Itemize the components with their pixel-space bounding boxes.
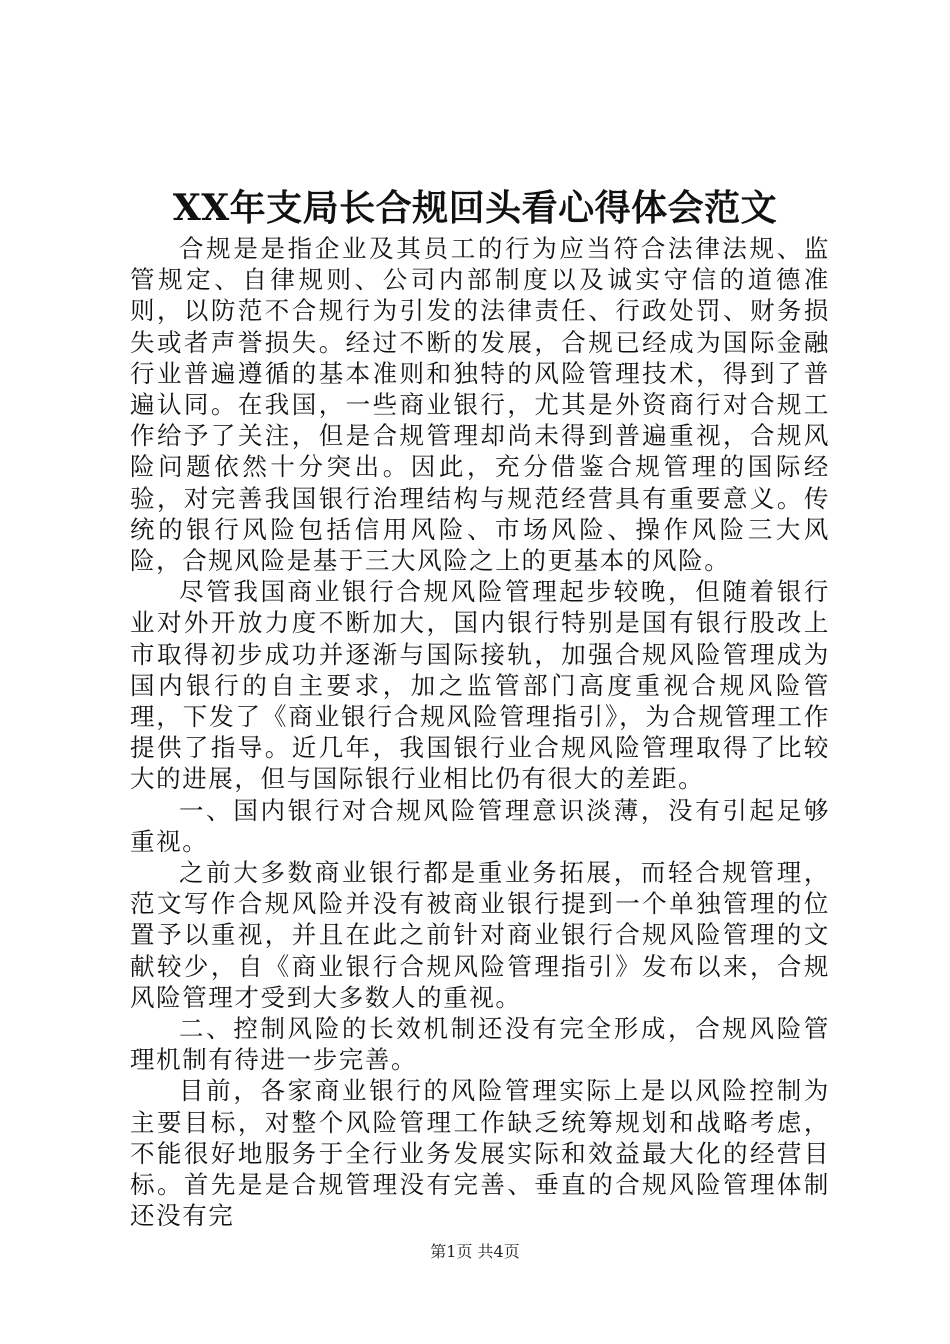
paragraph: 合规是是指企业及其员工的行为应当符合法律法规、监管规定、自律规则、公司内部制度以及诚实守信的道德准则，以防范不合规行为引发的法律责任、行政处罚、财务损失或者声誉损失。经过不断的发展，合规已经成为国际金融行业普遍遵循的基本准则和独特的风险管理技术，得到了普遍认同。在我国，一些商业银行，尤其是外资商行对合规工作给予了关注，但是合规管理却尚未得到普遍重视，合规风险问题依然十分突出。因此，充分借鉴合规管理的国际经验，对完善我国银行治理结构与规范经营具有重要意义。传统的银行风险包括信用风险、市场风险、操作风险三大风险，合规风险是基于三大风险之上的更基本的风险。	[130, 234, 830, 576]
document-title: XX年支局长合规回头看心得体会范文	[172, 187, 778, 229]
page-footer	[0, 1240, 950, 1264]
document-body	[130, 233, 830, 1232]
section-heading: 二、控制风险的长效机制还没有完全形成，合规风险管理机制有待进一步完善。	[130, 1014, 830, 1075]
paragraph: 之前大多数商业银行都是重业务拓展，而轻合规管理，范文写作合规风险并没有被商业银行提到一个单独管理的位置予以重视，并且在此之前针对商业银行合规风险管理的文献较少，自《商业银行合规风险管理指引》发布以来，合规风险管理才受到大多数人的重视。	[130, 858, 830, 1012]
paragraph: 尽管我国商业银行合规风险管理起步较晚，但随着银行业对外开放力度不断加大，国内银行特别是国有银行股改上市取得初步成功并逐渐与国际接轨，加强合规风险管理成为国内银行的自主要求，加之监管部门高度重视合规风险管理，下发了《商业银行合规风险管理指引》，为合规管理工作提供了指导。近几年，我国银行业合规风险管理取得了比较大的进展，但与国际银行业相比仍有很大的差距。	[130, 577, 830, 794]
section-heading: 一、国内银行对合规风险管理意识淡薄，没有引起足够重视。	[130, 795, 830, 856]
page-indicator: 第1页 共4页	[430, 1242, 520, 1261]
paragraph: 目前，各家商业银行的风险管理实际上是以风险控制为主要目标，对整个风险管理工作缺乏统筹规划和战略考虑，不能很好地服务于全行业务发展实际和效益最大化的经营目标。首先是是合规管理没有完善、垂直的合规风险管理体制还没有完	[130, 1076, 830, 1231]
